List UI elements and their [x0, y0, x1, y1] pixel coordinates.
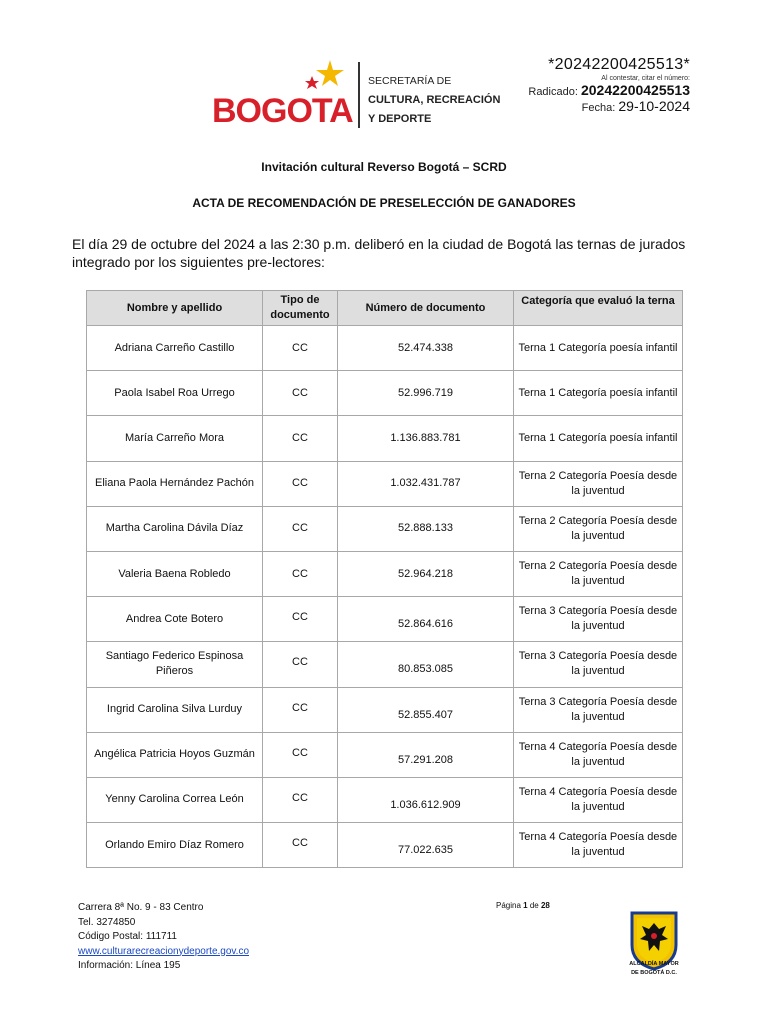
- table-header-row: [87, 291, 683, 326]
- logo-line-2: CULTURA, RECREACIÓN: [368, 94, 501, 106]
- cell-category: Terna 1 Categoría poesía infantil: [514, 416, 683, 461]
- cell-name: Paola Isabel Roa Urrego: [87, 371, 263, 416]
- cell-doc-number: 77.022.635: [338, 823, 514, 868]
- secretaria-logo: [208, 58, 508, 134]
- cell-name: María Carreño Mora: [87, 416, 263, 461]
- cell-category: Terna 2 Categoría Poesía desde la juventud: [514, 506, 683, 551]
- radicado-line: [528, 82, 690, 98]
- table-row: [87, 461, 683, 506]
- cell-category: Terna 4 Categoría Poesía desde la juventud: [514, 823, 683, 868]
- cell-doc-number: 52.474.338: [338, 326, 514, 371]
- radicado-label: Radicado:: [528, 86, 578, 98]
- cell-doc-number: 52.864.616: [338, 597, 514, 642]
- cell-name: Orlando Emiro Díaz Romero: [87, 823, 263, 868]
- barcode-number: *20242200425513*: [548, 56, 690, 73]
- cell-name: Santiago Federico Espinosa Piñeros: [87, 642, 263, 687]
- cell-doc-type: CC: [263, 597, 338, 642]
- document-subtitle: ACTA DE RECOMENDACIÓN DE PRESELECCIÓN DE GANADORES: [192, 196, 576, 210]
- table-row: [87, 642, 683, 687]
- fecha-line: [528, 98, 690, 114]
- cell-category: Terna 3 Categoría Poesía desde la juventud: [514, 597, 683, 642]
- footer-website-link[interactable]: www.culturarecreacionydeporte.gov.co: [78, 945, 250, 957]
- table-row: [87, 597, 683, 642]
- table-row: [87, 506, 683, 551]
- star-icon: [302, 58, 350, 98]
- seal-line-2: DE BOGOTÁ D.C.: [631, 970, 677, 976]
- document-title: Invitación cultural Reverso Bogotá – SCRD: [261, 160, 507, 174]
- radicado-value: 20242200425513: [580, 82, 690, 98]
- page-of: de: [529, 901, 539, 910]
- cell-category: Terna 1 Categoría poesía infantil: [514, 371, 683, 416]
- footer-info: Información: Línea 195: [78, 960, 181, 971]
- table-row: [87, 551, 683, 596]
- cell-doc-type: CC: [263, 551, 338, 596]
- fecha-value: 29-10-2024: [618, 98, 690, 114]
- table-row: [87, 777, 683, 822]
- cell-doc-number: 52.996.719: [338, 371, 514, 416]
- logo-line-1: SECRETARÍA DE: [368, 75, 452, 87]
- cell-category: Terna 4 Categoría Poesía desde la juventud: [514, 732, 683, 777]
- cell-doc-type: CC: [263, 326, 338, 371]
- cell-doc-type: CC: [263, 642, 338, 687]
- cell-doc-number: 52.888.133: [338, 506, 514, 551]
- cell-name: Eliana Paola Hernández Pachón: [87, 461, 263, 506]
- footer-address: Carrera 8ª No. 9 - 83 Centro: [78, 902, 204, 913]
- cell-name: Angélica Patricia Hoyos Guzmán: [87, 732, 263, 777]
- cell-doc-type: CC: [263, 416, 338, 461]
- table-row: [87, 687, 683, 732]
- header-doc-number: Número de documento: [338, 291, 514, 326]
- table-row: [87, 326, 683, 371]
- cell-doc-number: 1.032.431.787: [338, 461, 514, 506]
- footer-contact: [78, 901, 249, 974]
- radicado-block: [528, 56, 690, 114]
- cell-category: Terna 1 Categoría poesía infantil: [514, 326, 683, 371]
- cell-category: Terna 3 Categoría Poesía desde la juventud: [514, 642, 683, 687]
- cell-doc-number: 1.136.883.781: [338, 416, 514, 461]
- header-doc-type: Tipo de documento: [263, 291, 338, 326]
- cell-name: Adriana Carreño Castillo: [87, 326, 263, 371]
- cell-category: Terna 4 Categoría Poesía desde la juventud: [514, 777, 683, 822]
- page-current: 1: [523, 901, 528, 910]
- cell-name: Martha Carolina Dávila Díaz: [87, 506, 263, 551]
- logo-divider: [358, 62, 360, 128]
- table-row: [87, 371, 683, 416]
- cell-name: Valeria Baena Robledo: [87, 551, 263, 596]
- cell-doc-type: CC: [263, 461, 338, 506]
- cell-doc-number: 80.853.085: [338, 642, 514, 687]
- cell-name: Andrea Cote Botero: [87, 597, 263, 642]
- page-number: [496, 901, 550, 910]
- seal-line-1: ALCALDÍA MAYOR: [629, 961, 679, 967]
- table-row: [87, 416, 683, 461]
- cell-doc-type: CC: [263, 823, 338, 868]
- seal-caption: [616, 960, 692, 978]
- table-row: [87, 823, 683, 868]
- header-name: Nombre y apellido: [87, 291, 263, 326]
- prelectores-table: [86, 290, 683, 868]
- cell-doc-number: 57.291.208: [338, 732, 514, 777]
- cell-category: Terna 2 Categoría Poesía desde la juventud: [514, 551, 683, 596]
- cell-doc-number: 52.855.407: [338, 687, 514, 732]
- fecha-label: Fecha:: [581, 102, 616, 114]
- cell-doc-type: CC: [263, 506, 338, 551]
- cell-doc-number: 1.036.612.909: [338, 777, 514, 822]
- logo-line-3: Y DEPORTE: [368, 113, 432, 125]
- reply-note: Al contestar, citar el número:: [601, 75, 690, 82]
- cell-name: Yenny Carolina Correa León: [87, 777, 263, 822]
- cell-doc-type: CC: [263, 732, 338, 777]
- logo-wordmark: BOGOTA: [212, 92, 353, 130]
- cell-category: Terna 2 Categoría Poesía desde la juventud: [514, 461, 683, 506]
- cell-category: Terna 3 Categoría Poesía desde la juventud: [514, 687, 683, 732]
- table-row: [87, 732, 683, 777]
- cell-doc-type: CC: [263, 777, 338, 822]
- header-category: Categoría que evaluó la terna: [514, 291, 683, 326]
- footer-phone: Tel. 3274850: [78, 916, 136, 928]
- logo-text: [368, 72, 500, 129]
- footer-postal: Código Postal: 111711: [78, 931, 177, 942]
- cell-doc-number: 52.964.218: [338, 551, 514, 596]
- cell-doc-type: CC: [263, 371, 338, 416]
- page-total: 28: [540, 901, 550, 910]
- cell-doc-type: CC: [263, 687, 338, 732]
- page-word: Página: [496, 901, 521, 910]
- intro-paragraph: El día 29 de octubre del 2024 a las 2:30 p.m. deliberó en la ciudad de Bogotá las ternas de jurados integrado por los siguientes pre-lectores:: [72, 236, 686, 270]
- cell-name: Ingrid Carolina Silva Lurduy: [87, 687, 263, 732]
